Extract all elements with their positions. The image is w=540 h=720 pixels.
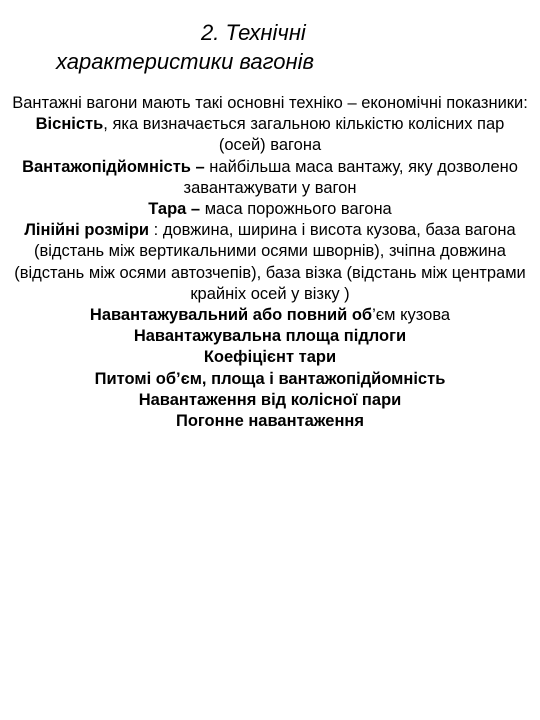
tare-paragraph xyxy=(10,199,530,220)
capacity-text: найбільша маса вантажу, яку дозволено завантажувати у вагон xyxy=(183,157,518,197)
axle-text: , яка визначається загальною кількістю колісних пар (осей) вагона xyxy=(103,115,505,155)
volume-text: ’єм кузова xyxy=(372,306,451,325)
wheelset-load-item: Навантаження від колісної пари xyxy=(138,390,402,409)
volume-paragraph xyxy=(10,305,530,326)
tare-coefficient-item: Коефіцієнт тари xyxy=(203,348,337,367)
linear-load-item: Погонне навантаження xyxy=(175,412,365,431)
tare-text: маса порожнього вагона xyxy=(200,200,392,219)
specific-values-item: Питомі об’єм, площа і вантажопідйомність xyxy=(94,369,446,388)
title-line-1: 2. Технічні xyxy=(201,20,306,45)
slide-body xyxy=(10,93,530,432)
intro-paragraph: Вантажні вагони мають такі основні техніко – економічні показники: xyxy=(12,94,528,112)
dimensions-text: : довжина, ширина і висота кузова, база вагона (відстань між вертикальними осями шворнів), зчіпна довжина (відстань між осями автозчепів), база візка (відстань між центрами крайніх осей у візку ) xyxy=(14,221,526,303)
tare-term: Тара – xyxy=(148,200,201,219)
axle-paragraph xyxy=(10,114,530,156)
title-line-2: характеристики вагонів xyxy=(56,49,314,74)
axle-term: Вісність xyxy=(35,115,104,134)
capacity-paragraph xyxy=(10,157,530,199)
dimensions-paragraph xyxy=(10,220,530,305)
capacity-term: Вантажопідйомність – xyxy=(22,157,205,176)
floor-area-item: Навантажувальна площа підлоги xyxy=(133,327,407,346)
volume-term: Навантажувальний або повний об xyxy=(89,306,373,325)
dimensions-term: Лінійні розміри xyxy=(24,221,150,240)
slide-title xyxy=(0,18,540,76)
